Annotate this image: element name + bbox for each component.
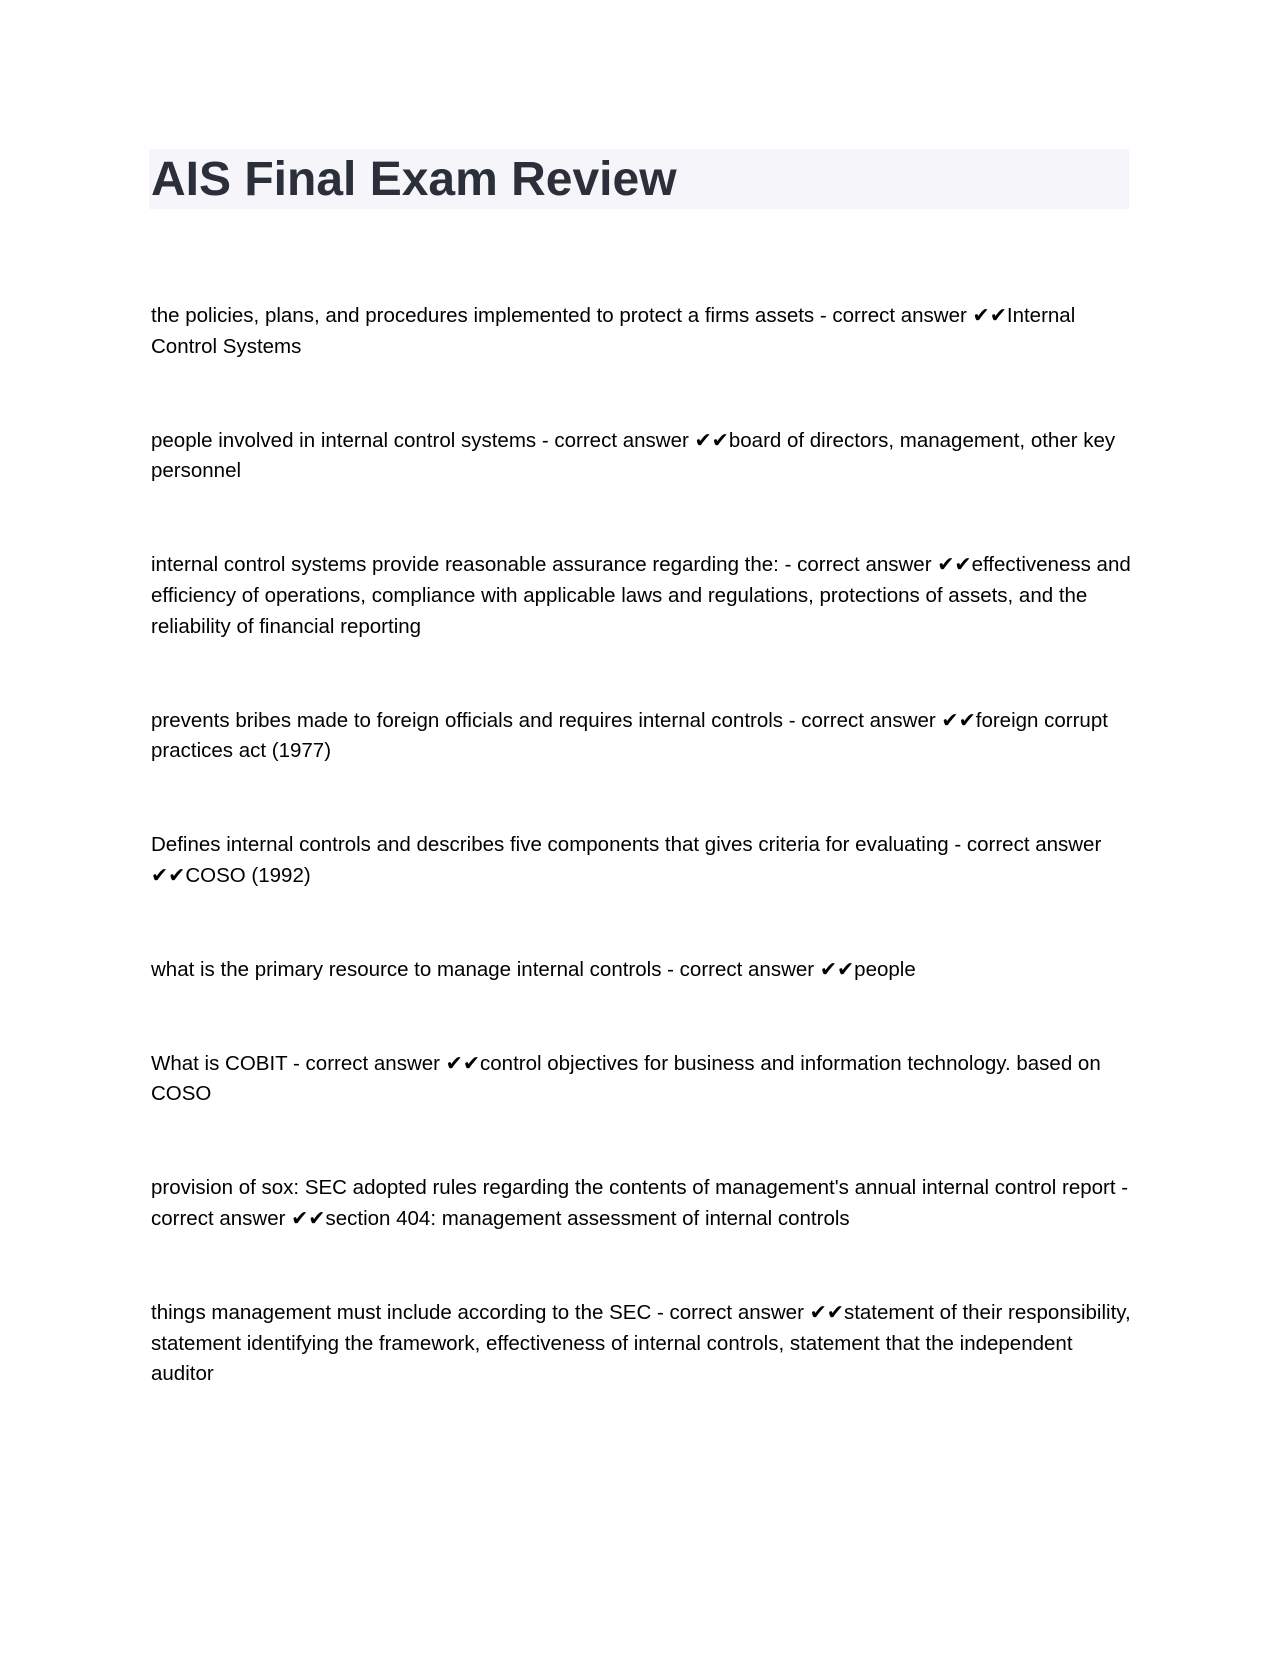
- answer-separator: - correct answer ✔✔: [814, 304, 1007, 327]
- question-text: What is COBIT: [151, 1051, 288, 1075]
- answer-separator: - correct answer ✔✔: [287, 1051, 481, 1075]
- question-text: provision of sox: SEC adopted rules regarding the contents of management's annual internal control report: [151, 1176, 1116, 1200]
- answer-separator: - correct answer ✔✔: [651, 1300, 844, 1324]
- answer-separator: - correct answer ✔✔: [151, 833, 1102, 887]
- question-text: Defines internal controls and describes five components that gives criteria for evaluating: [151, 833, 949, 857]
- qa-item: [151, 1049, 1137, 1111]
- qa-item: [151, 706, 1137, 768]
- answer-text: COSO (1992): [185, 863, 311, 887]
- answer-text: control objectives for business and information technology. based on COSO: [151, 1051, 1101, 1106]
- answer-separator: - correct answer ✔✔: [536, 428, 729, 452]
- question-text: what is the primary resource to manage internal controls: [151, 957, 662, 981]
- answer-separator: - correct answer ✔✔: [661, 957, 855, 981]
- qa-item: [151, 1298, 1137, 1390]
- question-text: the policies, plans, and procedures implemented to protect a firms assets: [151, 304, 815, 327]
- qa-item: [151, 550, 1137, 642]
- question-text: prevents bribes made to foreign officials and requires internal controls: [151, 708, 784, 732]
- answer-separator: - correct answer ✔✔: [778, 553, 972, 577]
- answer-text: statement of their responsibility, statement identifying the framework, effectiveness of internal controls, statement that the independent auditor: [151, 1300, 1131, 1386]
- qa-item: [151, 955, 1137, 986]
- question-text: things management must include according to the SEC: [151, 1300, 652, 1324]
- qa-list: [151, 301, 1137, 1390]
- qa-item: [151, 830, 1137, 892]
- answer-text: section 404: management assessment of internal controls: [325, 1206, 850, 1230]
- answer-text: board of directors, management, other key personnel: [151, 428, 1116, 483]
- question-text: internal control systems provide reasonable assurance regarding the:: [151, 553, 779, 577]
- page-title: AIS Final Exam Review: [151, 153, 677, 206]
- answer-text: people: [854, 957, 916, 981]
- answer-text: foreign corrupt practices act (1977): [151, 708, 1108, 763]
- answer-text: Internal Control Systems: [151, 304, 1076, 358]
- answer-separator: - correct answer ✔✔: [151, 1176, 1129, 1230]
- question-text: people involved in internal control systems: [151, 428, 537, 452]
- answer-separator: - correct answer ✔✔: [783, 708, 976, 732]
- answer-text: effectiveness and efficiency of operations, compliance with applicable laws and regulations, protections of assets, and the reliability of financial reporting: [151, 553, 1131, 638]
- qa-item: [151, 301, 1137, 363]
- qa-item: [151, 1173, 1137, 1235]
- qa-item: [151, 426, 1137, 488]
